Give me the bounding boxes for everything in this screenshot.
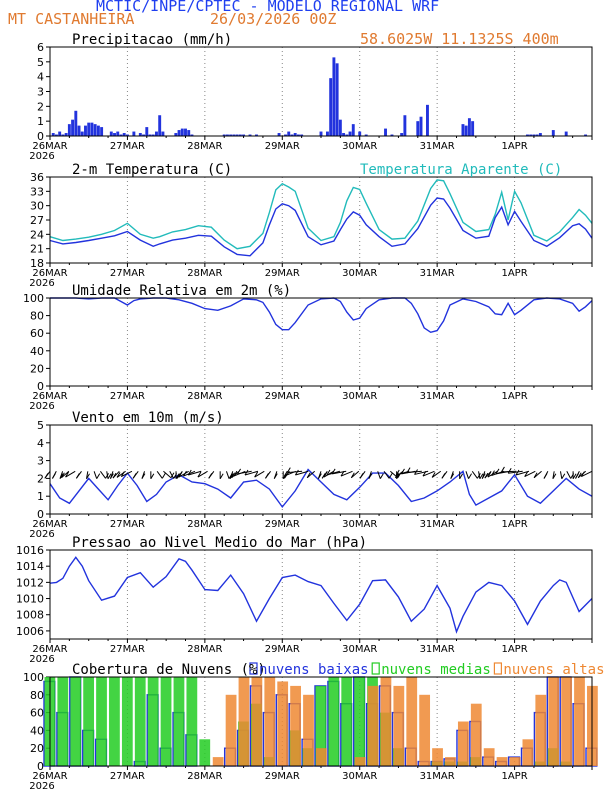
x-tick-label: 29MAR [264, 268, 300, 279]
y-tick-label: 1 [37, 115, 44, 129]
y-tick-label: 1012 [16, 576, 44, 590]
y-tick-label: 1016 [16, 544, 44, 557]
panel-0 [46, 47, 592, 140]
x-tick-label: 1APR [501, 391, 528, 402]
x-tick-label: 31MAR [419, 141, 455, 152]
y-tick-label: 1006 [16, 624, 44, 638]
y-tick-label: 40 [30, 724, 44, 738]
x-tick-label: 31MAR [419, 771, 455, 782]
legend-swatch [372, 663, 379, 674]
panel-5 [44, 663, 598, 770]
x-tick-label: 26MAR [32, 391, 68, 402]
cloud-bar-nuvens-altas [406, 677, 417, 766]
y-tick-label: 5 [37, 55, 44, 69]
cloud-bar-nuvens-altas [226, 695, 237, 766]
precip-bar [336, 63, 339, 136]
wind-barb-feather [52, 474, 55, 479]
series-line-2-0 [50, 298, 592, 332]
precip-bar [184, 129, 187, 136]
x-year-label: 2026 [29, 654, 55, 665]
x-tick-label: 1APR [501, 771, 528, 782]
x-year-label: 2026 [29, 151, 55, 162]
wind-barb [384, 471, 389, 478]
cloud-bar-nuvens-altas [264, 677, 275, 766]
cloud-bar-nuvens-altas [574, 677, 585, 766]
cloud-bar-nuvens-altas [561, 677, 572, 766]
panel-title: Precipitacao (mm/h) [72, 32, 233, 48]
wind-barb-feather [97, 474, 100, 479]
cloud-bar-nuvens-altas [316, 748, 327, 766]
y-tick-label: 27 [30, 214, 44, 227]
y-tick-label: 2 [37, 100, 44, 114]
x-tick-label: 30MAR [342, 771, 378, 782]
cloud-bar-nuvens-medias [70, 677, 81, 766]
precip-bar [320, 132, 323, 136]
cloud-bar-nuvens-medias [354, 677, 365, 766]
x-tick-label: 30MAR [342, 268, 378, 279]
precip-bar [358, 132, 361, 136]
precip-bar [132, 132, 135, 136]
precip-bar [90, 123, 93, 136]
panel-frame [50, 298, 592, 386]
wind-barb [560, 471, 561, 478]
precip-bar [116, 132, 119, 136]
precip-bar [416, 121, 419, 136]
y-tick-label: 4 [37, 70, 44, 84]
wind-barb-feather [442, 473, 445, 478]
cloud-bar-nuvens-altas [432, 748, 443, 766]
y-tick-label: 100 [23, 292, 44, 305]
cloud-bar-nuvens-medias [341, 677, 352, 766]
legend-swatch [494, 663, 501, 674]
y-tick-label: 21 [30, 242, 44, 256]
cloud-bar-nuvens-altas [497, 757, 508, 766]
x-tick-label: 28MAR [187, 519, 223, 530]
panel-title: Pressao ao Nivel Medio do Mar (hPa) [72, 535, 368, 551]
x-year-label: 2026 [29, 529, 55, 540]
precip-bar [187, 130, 190, 136]
cloud-bar-nuvens-altas [471, 704, 482, 766]
x-tick-label: 1APR [501, 644, 528, 655]
precip-bar [420, 117, 423, 136]
panel-title: Umidade Relativa em 2m (%) [72, 283, 292, 299]
cloud-bar-nuvens-medias [328, 677, 339, 766]
x-tick-label: 27MAR [109, 644, 146, 655]
x-tick-label: 28MAR [187, 771, 223, 782]
x-tick-label: 26MAR [32, 644, 68, 655]
wind-barb-feather [544, 474, 547, 479]
wind-barb [100, 471, 105, 478]
y-tick-label: 30 [30, 199, 44, 213]
run-date-label: 26/03/2026 00Z [210, 10, 337, 28]
cloud-bar-nuvens-altas [535, 695, 546, 766]
precip-bar [97, 126, 100, 136]
x-tick-label: 1APR [501, 268, 528, 279]
wind-barb-feather [76, 473, 79, 478]
precip-bar [332, 57, 335, 136]
precip-bar [87, 123, 90, 136]
location-label: MT CASTANHEIRA [8, 10, 135, 28]
precip-bar [287, 132, 290, 136]
wind-barb-feather [360, 473, 363, 478]
wind-barb-feather [380, 474, 383, 479]
precip-bar [462, 124, 465, 136]
x-tick-label: 26MAR [32, 519, 68, 530]
x-tick-label: 29MAR [264, 519, 300, 530]
wind-barb [157, 471, 162, 478]
y-tick-label: 60 [30, 327, 44, 341]
precip-bar [552, 130, 555, 136]
x-tick-label: 31MAR [419, 391, 455, 402]
cloud-bar-nuvens-altas [393, 686, 404, 766]
chart-main-title: MCTIC/INPE/CPTEC - MODELO REGIONAL WRF [96, 0, 440, 15]
precip-bar [565, 132, 568, 136]
cloud-bar-nuvens-altas [239, 677, 250, 766]
wind-barb-feather [162, 473, 165, 478]
x-year-label: 2026 [29, 401, 55, 412]
wind-barb [466, 471, 469, 478]
panel-1 [46, 177, 592, 267]
x-tick-label: 27MAR [109, 519, 146, 530]
cloud-bar-nuvens-medias [148, 677, 159, 766]
x-tick-label: 26MAR [32, 268, 68, 279]
cloud-bar-nuvens-medias [174, 677, 185, 766]
cloud-bar-nuvens-altas [458, 722, 469, 767]
cloud-bar-nuvens-medias [186, 677, 197, 766]
precip-bar [78, 126, 81, 136]
y-tick-label: 40 [30, 344, 44, 358]
x-tick-label: 28MAR [187, 644, 223, 655]
panel-frame [50, 47, 592, 136]
y-tick-label: 0 [37, 380, 44, 393]
legend-entry: Temperatura Aparente (C) [360, 162, 563, 178]
x-tick-label: 30MAR [342, 391, 378, 402]
cloud-bar-nuvens-medias [83, 677, 94, 766]
x-tick-label: 29MAR [264, 644, 300, 655]
y-tick-label: 20 [30, 742, 44, 756]
wind-barb [107, 471, 108, 478]
precip-bar [74, 111, 77, 136]
panel-title: Vento em 10m (m/s) [72, 410, 224, 426]
precip-bar [58, 132, 61, 136]
cloud-bar-nuvens-altas [213, 757, 224, 766]
precip-bar [110, 132, 113, 136]
y-tick-label: 100 [23, 671, 44, 684]
cloud-bar-nuvens-medias [96, 677, 107, 766]
legend-entry: nuvens medias [381, 662, 491, 678]
y-tick-label: 33 [30, 185, 44, 199]
y-tick-label: 1014 [16, 560, 44, 574]
x-tick-label: 31MAR [419, 519, 455, 530]
y-tick-label: 1010 [16, 592, 44, 606]
x-tick-label: 1APR [501, 141, 528, 152]
x-tick-label: 30MAR [342, 141, 378, 152]
cloud-bar-nuvens-altas [277, 681, 288, 766]
panel-title: Cobertura de Nuvens (%) [72, 662, 266, 678]
precip-bar [465, 126, 468, 136]
precip-bar [161, 132, 164, 136]
panel-2 [46, 298, 592, 390]
wind-barb [226, 471, 229, 478]
x-tick-label: 29MAR [264, 771, 300, 782]
y-tick-label: 3 [37, 85, 44, 99]
precip-bar [326, 132, 329, 136]
y-tick-label: 24 [30, 228, 44, 242]
precip-bar [384, 129, 387, 136]
coordinates-label: 58.6025W 11.1325S 400m [360, 30, 559, 48]
y-tick-label: 80 [30, 688, 44, 702]
precip-bar [94, 124, 97, 136]
x-tick-label: 30MAR [342, 519, 378, 530]
cloud-bar-nuvens-altas [381, 677, 392, 766]
precip-bar [71, 120, 74, 136]
wind-barb-feather [209, 473, 212, 478]
precip-bar [349, 132, 352, 136]
precip-bar [403, 115, 406, 136]
cloud-bar-nuvens-altas [445, 757, 456, 766]
cloud-bar-nuvens-altas [368, 686, 379, 766]
x-tick-label: 27MAR [109, 391, 146, 402]
x-tick-label: 1APR [501, 519, 528, 530]
panel-frame [50, 550, 592, 639]
precip-bar [426, 105, 429, 136]
wind-barb [472, 471, 477, 478]
precip-bar [178, 130, 181, 136]
cloud-bar-nuvens-altas [510, 757, 521, 766]
y-tick-label: 36 [30, 171, 44, 184]
y-tick-label: 1008 [16, 608, 44, 622]
precip-bar [155, 132, 158, 136]
cloud-bar-nuvens-medias [199, 739, 210, 766]
y-tick-label: 2 [37, 472, 44, 486]
x-tick-label: 27MAR [109, 771, 146, 782]
legend-entry: nuvens baixas [259, 662, 369, 678]
cloud-bar-nuvens-altas [251, 677, 262, 766]
cloud-bar-nuvens-altas [303, 695, 314, 766]
precip-bar [145, 127, 148, 136]
precip-bar [158, 115, 161, 136]
x-tick-label: 28MAR [187, 391, 223, 402]
x-tick-label: 28MAR [187, 268, 223, 279]
series-line-4-0 [50, 557, 592, 631]
series-line-1-0 [50, 180, 592, 249]
cloud-bar-nuvens-altas [290, 686, 301, 766]
x-tick-label: 31MAR [419, 268, 455, 279]
x-year-label: 2026 [29, 278, 55, 289]
y-tick-label: 6 [37, 41, 44, 54]
wind-barb-feather [469, 474, 472, 479]
wind-barb [94, 471, 97, 478]
wind-barb-feather [45, 473, 48, 478]
y-tick-label: 60 [30, 706, 44, 720]
x-tick-label: 29MAR [264, 141, 300, 152]
precip-bar [68, 124, 71, 136]
y-tick-label: 18 [30, 257, 44, 270]
y-tick-label: 3 [37, 454, 44, 468]
cloud-bar-nuvens-altas [548, 677, 559, 766]
y-tick-label: 0 [37, 508, 44, 521]
cloud-bar-nuvens-medias [57, 677, 68, 766]
precip-bar [81, 132, 84, 136]
x-year-label: 2026 [29, 781, 55, 792]
x-tick-label: 31MAR [419, 644, 455, 655]
wind-barb-feather [562, 474, 565, 479]
wind-barb-feather [133, 473, 136, 478]
y-tick-label: 0 [37, 130, 44, 143]
cloud-bar-nuvens-altas [484, 748, 495, 766]
x-tick-label: 26MAR [32, 141, 68, 152]
y-tick-label: 1 [37, 490, 44, 504]
panel-title: 2-m Temperatura (C) [72, 162, 233, 178]
cloud-bar-nuvens-medias [161, 677, 172, 766]
precip-bar [352, 124, 355, 136]
precip-bar [471, 121, 474, 136]
precip-bar [329, 78, 332, 136]
x-tick-label: 27MAR [109, 268, 146, 279]
cloud-bar-nuvens-altas [419, 695, 430, 766]
cloud-bar-nuvens-altas [355, 757, 366, 766]
wind-barb [479, 471, 480, 478]
cloud-bar-nuvens-altas [522, 739, 533, 766]
y-tick-label: 20 [30, 362, 44, 376]
y-tick-label: 5 [37, 419, 44, 432]
y-tick-label: 0 [37, 760, 44, 773]
cloud-bar-nuvens-medias [122, 677, 133, 766]
x-tick-label: 27MAR [109, 141, 146, 152]
x-tick-label: 30MAR [342, 644, 378, 655]
precip-bar [468, 118, 471, 136]
precip-bar [84, 126, 87, 136]
legend-entry: nuvens altas [503, 662, 605, 678]
precip-bar [100, 127, 103, 136]
wind-barb [378, 471, 381, 478]
y-tick-label: 80 [30, 309, 44, 323]
wind-barb [567, 471, 571, 478]
x-tick-label: 29MAR [264, 391, 300, 402]
cloud-bar-nuvens-medias [135, 677, 146, 766]
wind-barb-feather [265, 473, 268, 478]
y-tick-label: 4 [37, 436, 44, 450]
panel-4 [46, 550, 592, 643]
x-tick-label: 28MAR [187, 141, 223, 152]
x-tick-label: 26MAR [32, 771, 68, 782]
panel-3 [45, 425, 592, 518]
cloud-bar-nuvens-medias [109, 677, 120, 766]
precip-bar [339, 120, 342, 136]
precip-bar [181, 129, 184, 136]
